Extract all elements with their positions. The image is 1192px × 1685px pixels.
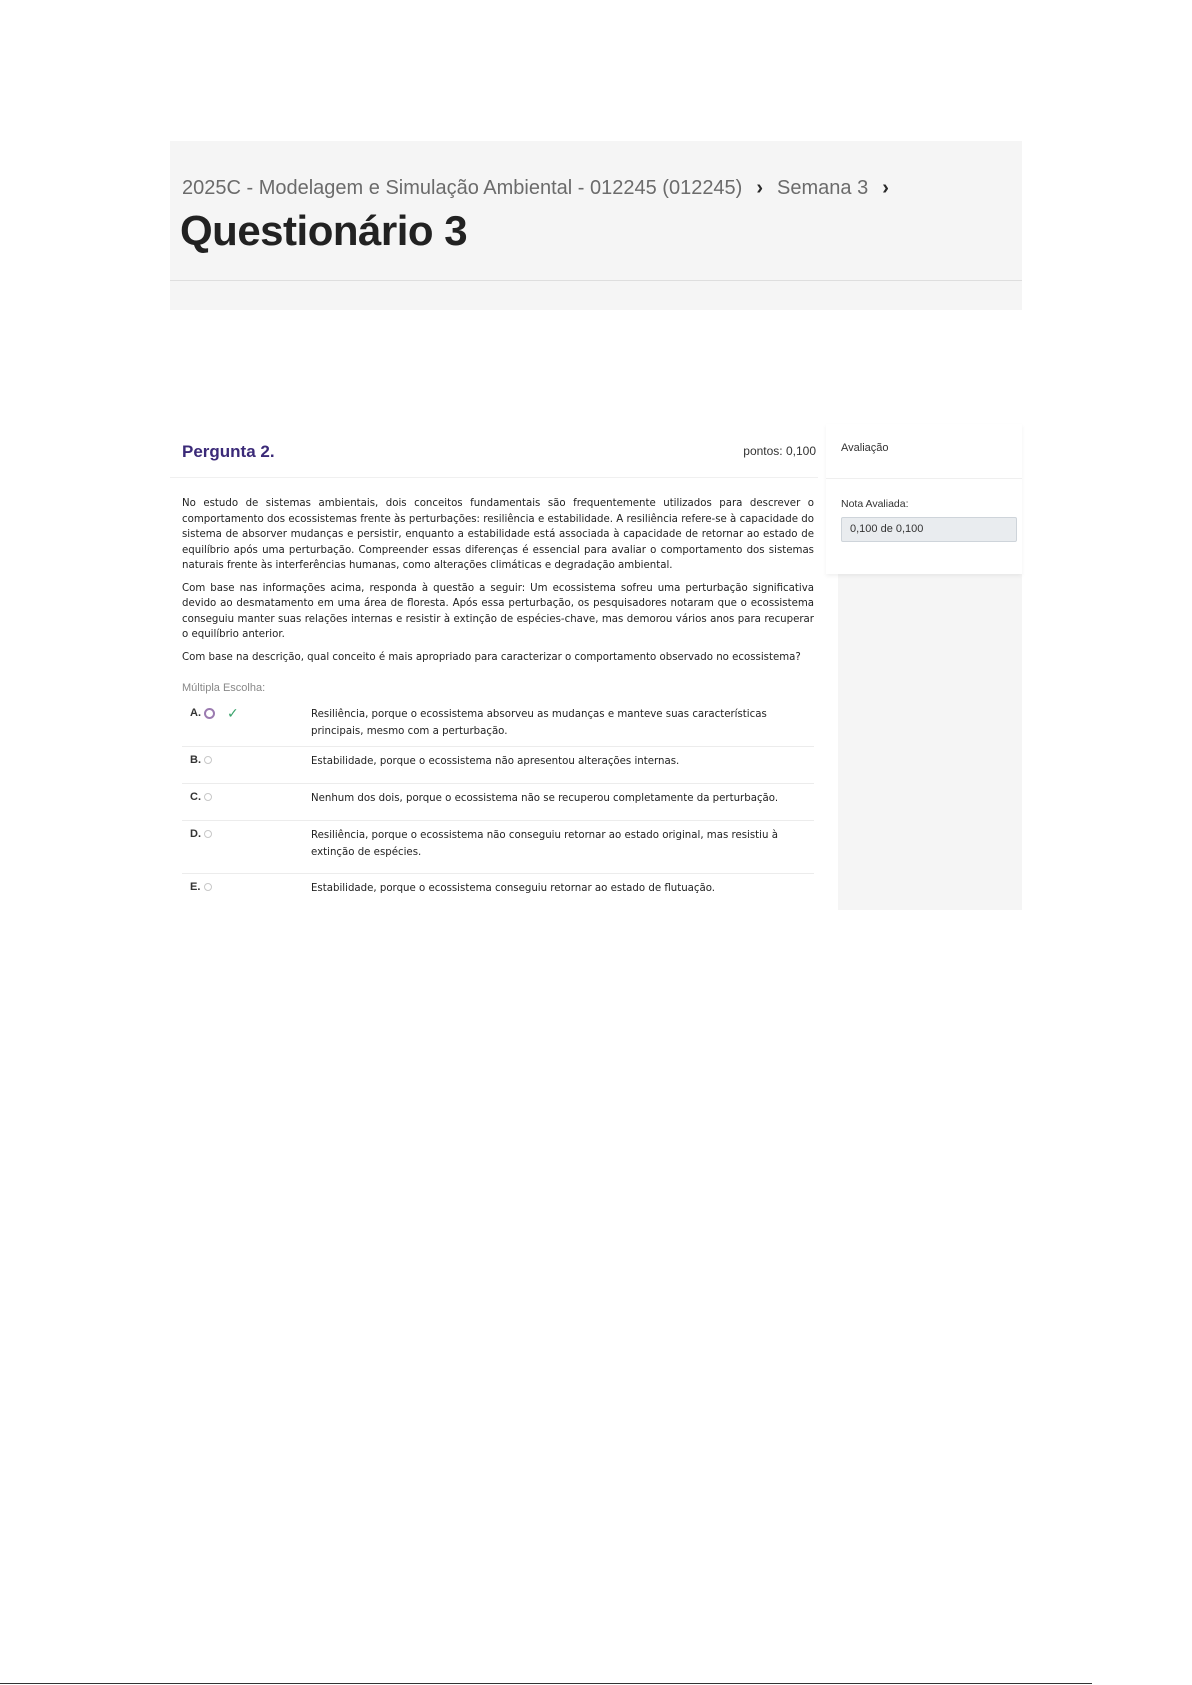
option-text: Estabilidade, porque o ecossistema conseguiu retornar ao estado de flutuação. xyxy=(311,883,716,894)
option-c[interactable] xyxy=(182,784,814,821)
breadcrumb xyxy=(182,177,903,200)
option-b[interactable] xyxy=(182,747,814,784)
question-body xyxy=(182,496,814,672)
question-points: pontos: 0,100 xyxy=(743,444,816,458)
option-text: Resiliência, porque o ecossistema absorveu as mudanças e manteve suas características principais, mesmo com a perturbação. xyxy=(311,709,767,737)
breadcrumb-week-link[interactable]: Semana 3 xyxy=(777,177,869,199)
question-header xyxy=(182,442,816,476)
option-letter: E. xyxy=(190,881,201,893)
question-header-divider xyxy=(170,477,818,478)
option-text: Nenhum dos dois, porque o ecossistema não se recuperou completamente da perturbação. xyxy=(311,793,779,804)
question-paragraph: Com base nas informações acima, responda à questão a seguir: Um ecossistema sofreu uma perturbação significativa devido ao desmatamento em uma área de floresta. Após essa perturbação, os pesquisadores notaram que o ecossistema conseguiu manter suas relações internas e resistir à extinção de espécies-chave, mas demorou vários anos para recuperar o equilíbrio anterior. xyxy=(182,582,814,640)
question-paragraph: Com base na descrição, qual conceito é mais apropriado para caracterizar o comportamento observado no ecossistema? xyxy=(182,651,801,663)
breadcrumb-course-link[interactable]: 2025C - Modelagem e Simulação Ambiental - 012245 (012245) xyxy=(182,177,743,199)
options-list xyxy=(182,700,814,908)
option-letter: B. xyxy=(190,754,201,766)
option-a[interactable] xyxy=(182,700,814,747)
chevron-right-icon: › xyxy=(882,177,889,199)
question-type-label: Múltipla Escolha: xyxy=(182,682,266,694)
page-title: Questionário 3 xyxy=(180,207,468,254)
grade-field: 0,100 de 0,100 xyxy=(841,517,1017,542)
page-footer-line xyxy=(0,1683,1092,1684)
option-d[interactable] xyxy=(182,821,814,874)
evaluation-title: Avaliação xyxy=(841,442,889,454)
chevron-right-icon: › xyxy=(756,177,764,199)
header-divider xyxy=(170,280,1022,281)
option-e[interactable] xyxy=(182,874,814,908)
option-letter: D. xyxy=(190,828,201,840)
question-card xyxy=(170,424,818,910)
option-letter: A. xyxy=(190,707,201,719)
option-text: Resiliência, porque o ecossistema não conseguiu retornar ao estado original, mas resistiu à extinção de espécies. xyxy=(311,830,778,858)
question-title: Pergunta 2. xyxy=(182,442,275,461)
option-text: Estabilidade, porque o ecossistema não apresentou alterações internas. xyxy=(311,756,680,767)
radio[interactable] xyxy=(204,793,212,801)
radio-selected[interactable] xyxy=(204,708,215,719)
radio[interactable] xyxy=(204,830,212,838)
checkmark-icon: ✓ xyxy=(227,705,239,721)
evaluation-card xyxy=(826,424,1022,574)
evaluation-divider xyxy=(826,478,1022,479)
page-header xyxy=(170,141,1022,310)
radio[interactable] xyxy=(204,883,212,891)
question-paragraph: No estudo de sistemas ambientais, dois conceitos fundamentais são frequentemente utilizados para descrever o comportamento dos ecossistemas frente às perturbações: resiliência e estabilidade. A resiliência refere-se à capacidade do sistema de absorver mudanças e persistir, enquanto a estabilidade está associada à capacidade de retornar ao estado de equilíbrio após uma perturbação. Compreender essas diferenças é essencial para avaliar o comportamento dos sistemas naturais frente às interferências humanas, como alterações climáticas e degradação ambiental. xyxy=(182,498,814,571)
option-letter: C. xyxy=(190,791,201,803)
grade-label: Nota Avaliada: xyxy=(841,498,909,510)
radio[interactable] xyxy=(204,756,212,764)
